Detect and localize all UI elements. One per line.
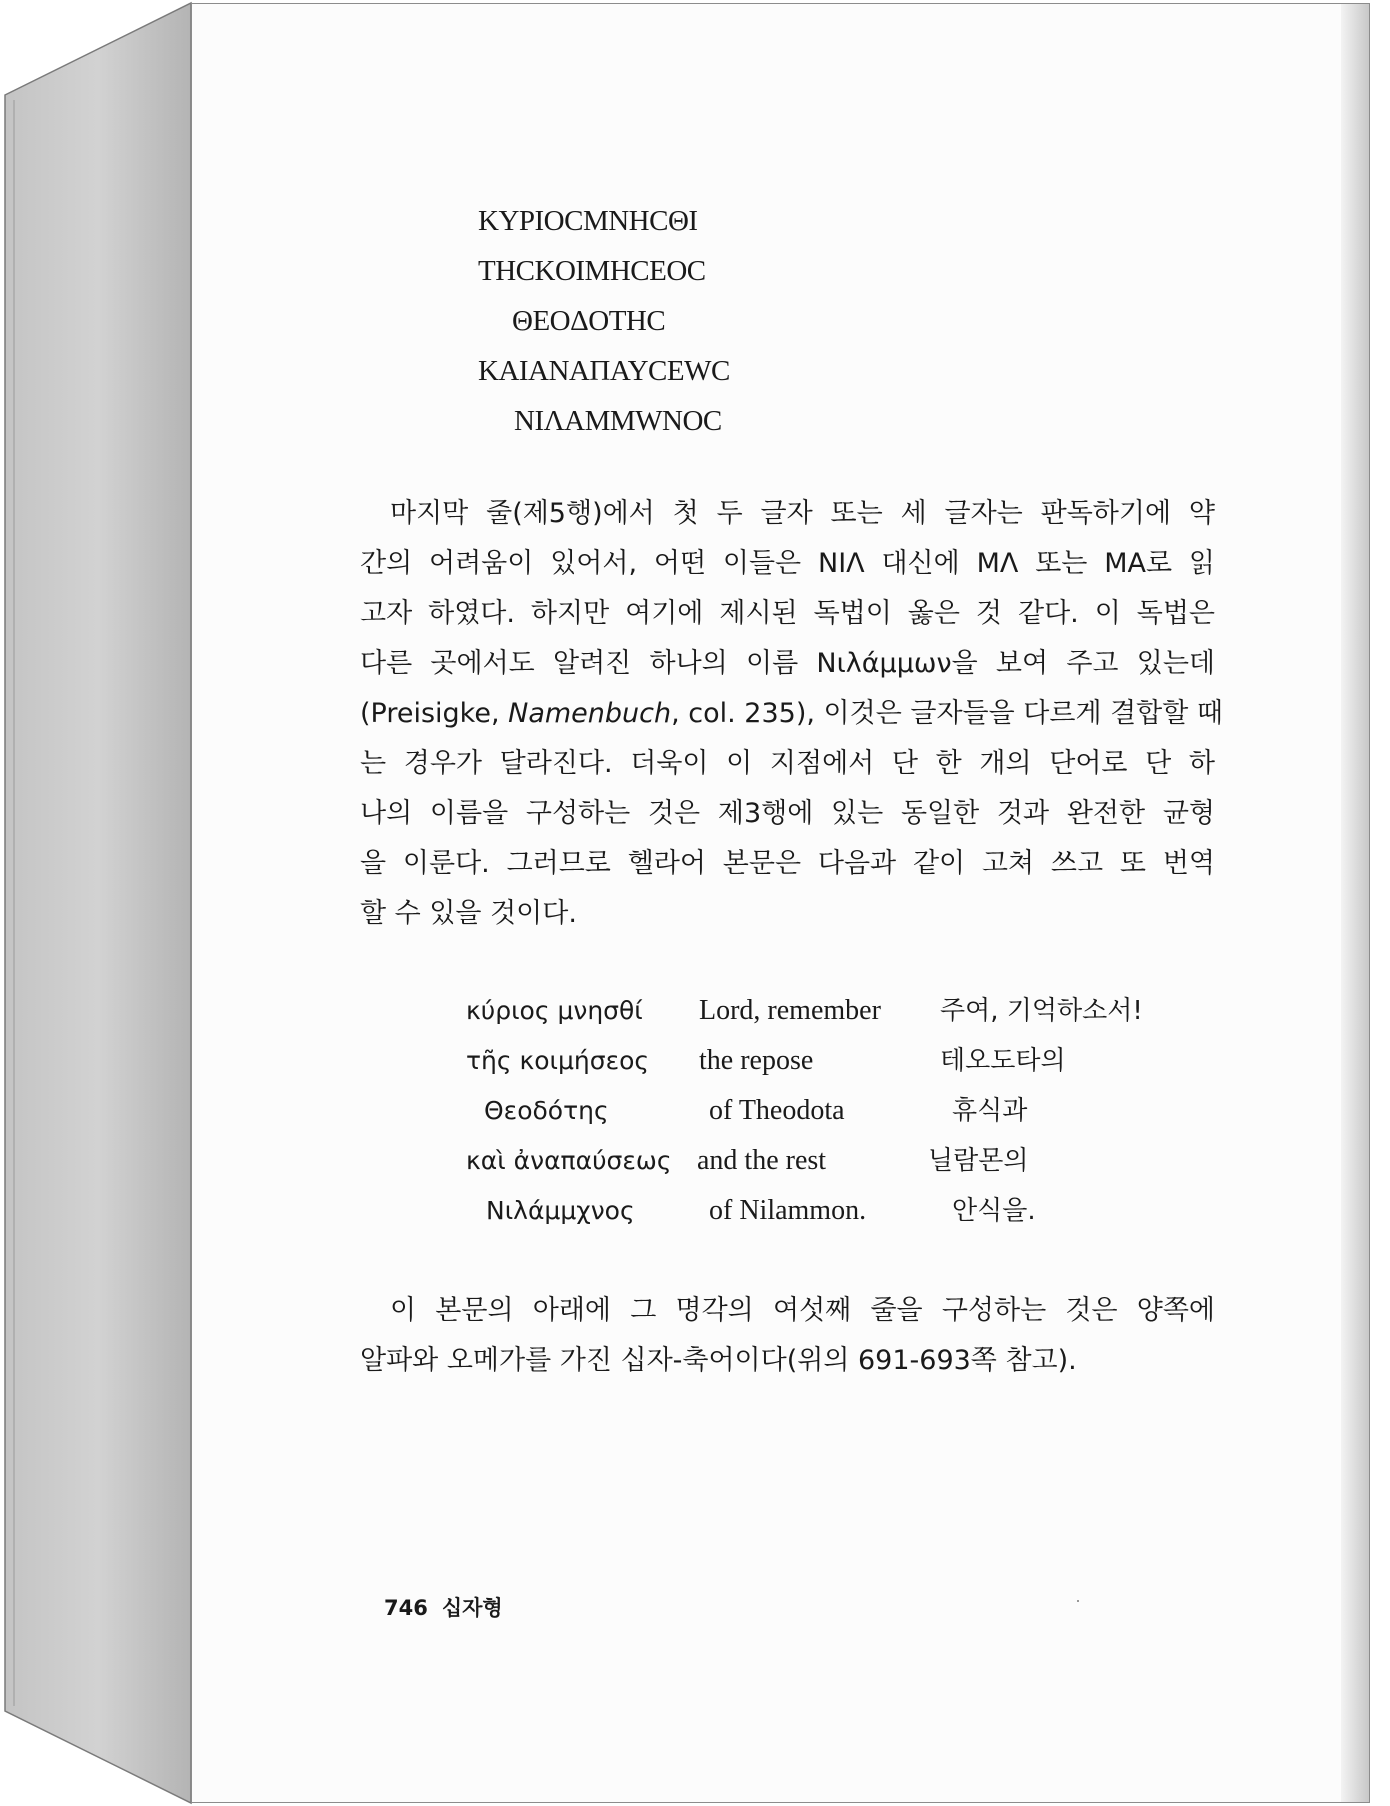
commentary-paragraph — [360, 489, 1224, 939]
greek-inscription — [478, 196, 730, 446]
korean-text: 주여, 기억하소서! — [940, 996, 1143, 1026]
korean-text: 테오도타의 — [940, 1046, 1066, 1076]
inscription-line: THCKOIMHCEOC — [478, 255, 706, 287]
paragraph-line: 알파와 오메가를 가진 십자-축어이다(위의 691-693쪽 참고). — [360, 1345, 1077, 1376]
citation-suffix: , col. 235), 이것은 글자들을 다르게 결합할 때 — [671, 698, 1224, 729]
greek-text: τῆς κοιμήσεος — [466, 1046, 650, 1075]
korean-text: 휴식과 — [952, 1096, 1028, 1126]
paragraph-line: 는 경우가 달라진다. 더욱이 이 지점에서 단 한 개의 단어로 단 하 — [360, 748, 1215, 779]
paragraph-citation-line — [360, 689, 1224, 739]
inscription-line: ΘEOΔOTHC — [512, 305, 666, 337]
paragraph-line: 나의 이름을 구성하는 것은 제3행에 있는 동일한 것과 완전한 균형 — [360, 798, 1215, 829]
korean-text: 안식을. — [952, 1196, 1036, 1226]
paragraph-line: 고자 하였다. 하지만 여기에 제시된 독법이 옳은 것 같다. 이 독법은 — [360, 598, 1215, 629]
citation-title: Namenbuch — [508, 698, 672, 729]
page-speck — [1077, 1600, 1079, 1602]
paragraph-line: 할 수 있을 것이다. — [360, 898, 577, 929]
greek-text: κύριος μνησθί — [466, 996, 643, 1025]
english-text: of Theodota — [709, 1095, 845, 1126]
page-number: 746 — [384, 1596, 428, 1620]
greek-text: καὶ ἀναπαύσεως — [466, 1146, 672, 1175]
citation-prefix: (Preisigke, — [360, 698, 509, 729]
page-edge-shadow — [1341, 4, 1369, 1802]
paragraph-line: 다른 곳에서도 알려진 하나의 이름 Νιλάμμων을 보여 주고 있는데 — [360, 648, 1215, 679]
running-title: 십자형 — [441, 1596, 503, 1620]
paragraph-line: 을 이룬다. 그러므로 헬라어 본문은 다음과 같이 고쳐 쓰고 또 번역 — [360, 848, 1215, 879]
greek-text: Θεοδότης — [484, 1096, 609, 1125]
english-text: the repose — [699, 1045, 814, 1076]
paragraph-line: 이 본문의 아래에 그 명각의 여섯째 줄을 구성하는 것은 양쪽에 — [390, 1295, 1215, 1326]
inscription-line: KAIANAΠAYCEWC — [478, 355, 730, 387]
english-text: of Nilammon. — [709, 1195, 867, 1226]
paragraph-line: 마지막 줄(제5행)에서 첫 두 글자 또는 세 글자는 판독하기에 약 — [390, 498, 1215, 529]
closing-paragraph — [360, 1286, 1215, 1386]
paragraph-line: 간의 어려움이 있어서, 어떤 이들은 NIΛ 대신에 MΛ 또는 MA로 읽 — [360, 548, 1215, 579]
inscription-line: KYPIOCMNHCΘI — [478, 205, 698, 237]
greek-text: Νιλάμμχνος — [486, 1196, 635, 1225]
inscription-line: NIΛAMMWNOC — [514, 405, 722, 437]
page-footer — [384, 1592, 517, 1622]
korean-text: 닐람몬의 — [928, 1146, 1029, 1176]
english-text: and the rest — [697, 1145, 827, 1176]
english-text: Lord, remember — [699, 995, 881, 1026]
